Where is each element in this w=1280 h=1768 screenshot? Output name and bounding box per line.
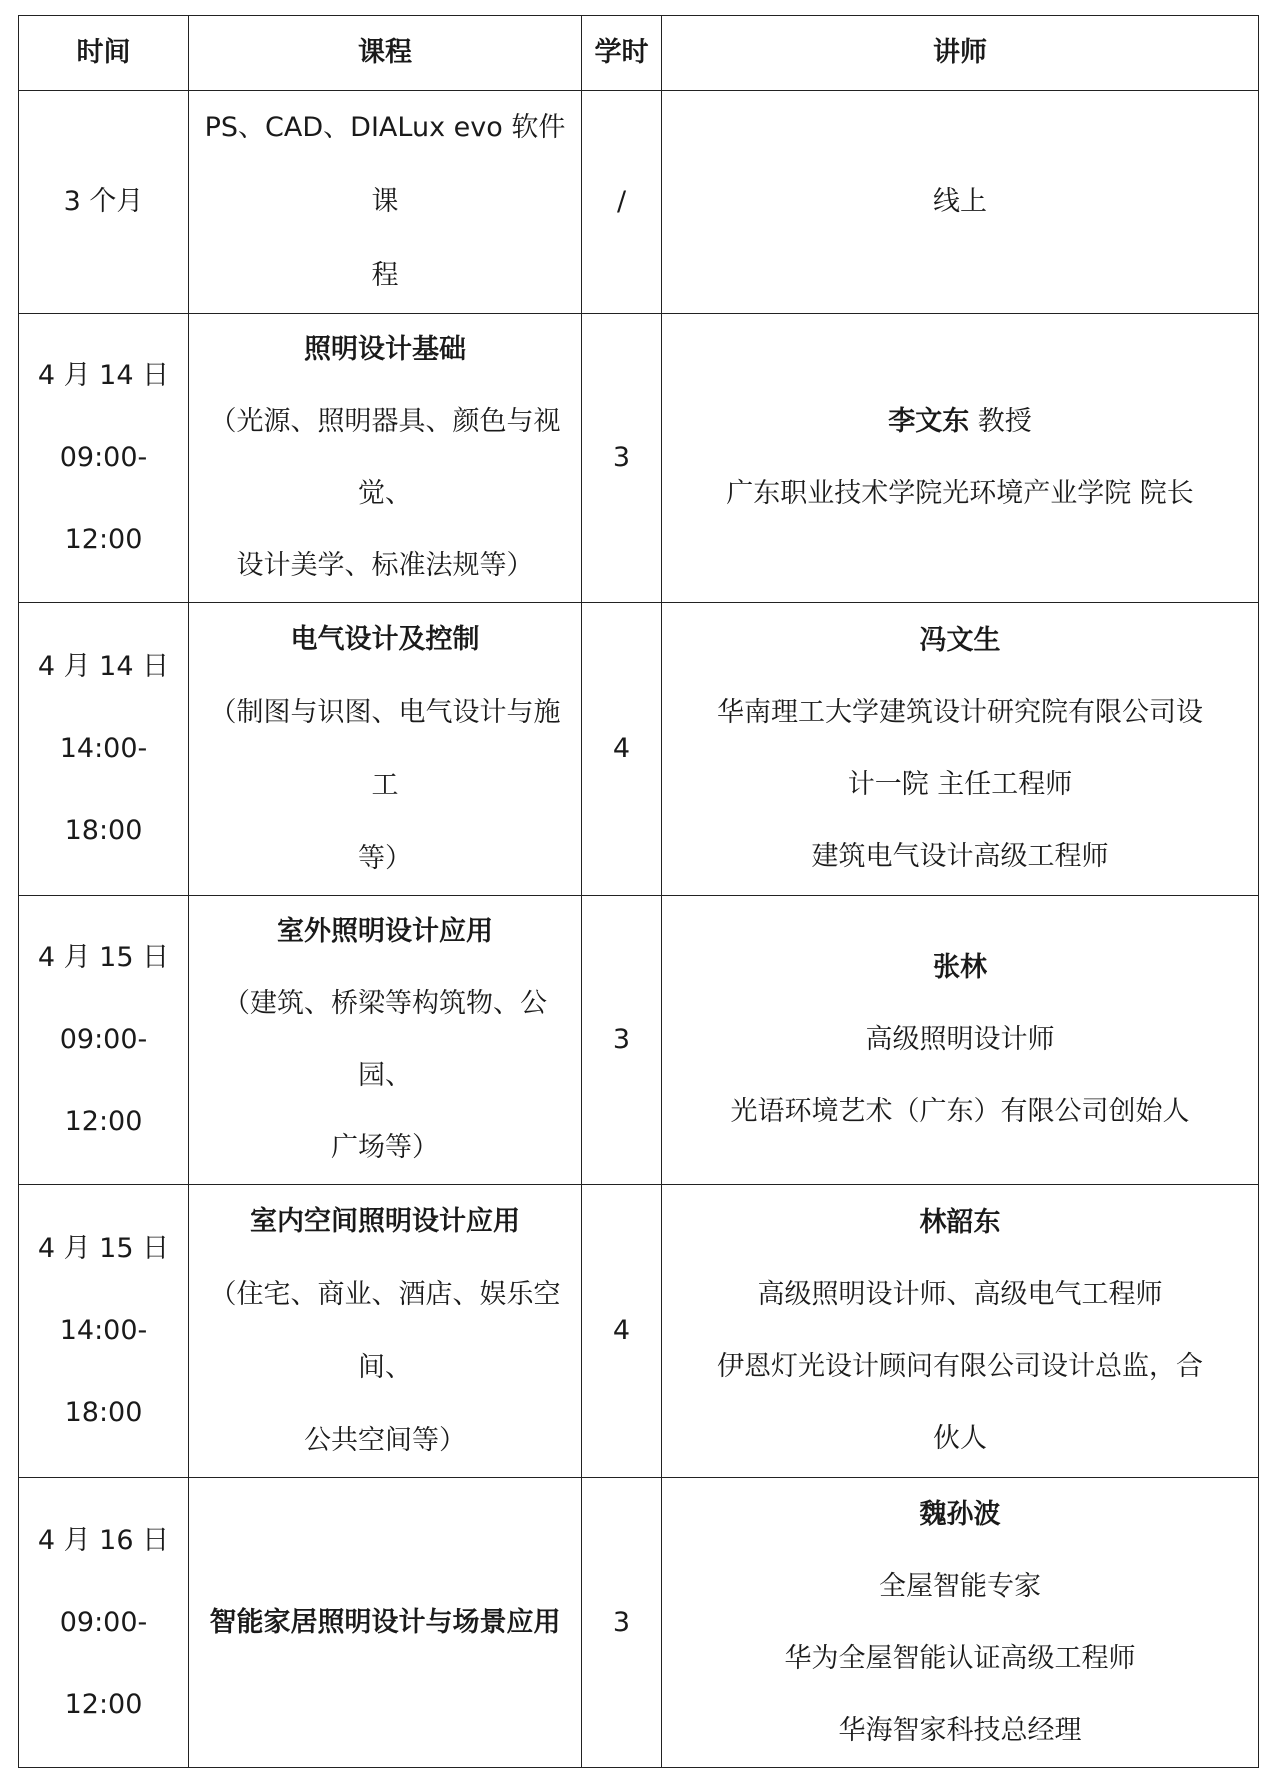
time-date: 4 月 14 日: [37, 651, 170, 682]
course-title: 智能家居照明设计与场景应用: [209, 1606, 561, 1638]
lecturer-line: 建筑电气设计高级工程师: [811, 841, 1109, 872]
time-date: 4 月 15 日: [37, 942, 170, 973]
table-row: [19, 91, 1259, 314]
course-desc-line: （建筑、桥梁等构筑物、公园、: [223, 988, 547, 1091]
time-cell: [19, 1478, 189, 1768]
time-cell: [19, 1185, 189, 1478]
time-cell: [19, 91, 189, 314]
course-desc-line: 广场等）: [331, 1132, 439, 1163]
course-cell: [189, 603, 582, 896]
header-lecturer: 讲师: [662, 16, 1259, 91]
time-cell: [19, 896, 189, 1185]
course-desc-line: （制图与识图、电气设计与施工: [209, 697, 561, 801]
lecturer-line: 高级照明设计师: [865, 1024, 1055, 1055]
course-desc-line: 程: [371, 260, 399, 291]
course-title: 电气设计及控制: [290, 624, 480, 655]
time-range: 09:00-12:00: [59, 442, 148, 555]
lecturer-name: 张林: [933, 952, 987, 983]
lecturer-name: 冯文生: [919, 625, 1001, 656]
course-desc-line: PS、CAD、DIALux evo 软件课: [204, 112, 566, 217]
course-desc-line: （住宅、商业、酒店、娱乐空间、: [209, 1279, 561, 1383]
course-cell: [189, 896, 582, 1185]
course-title: 室外照明设计应用: [277, 916, 493, 947]
header-hours: 学时: [582, 16, 662, 91]
time-range: 14:00-18:00: [59, 733, 148, 846]
header-time: 时间: [19, 16, 189, 91]
lecturer-title: 教授: [969, 406, 1032, 437]
time-date: 3 个月: [63, 186, 144, 217]
table-row: [19, 1185, 1259, 1478]
lecturer-name: 林韶东: [919, 1207, 1001, 1238]
table-row: [19, 603, 1259, 896]
course-title: 室内空间照明设计应用: [250, 1206, 520, 1237]
course-desc-line: 公共空间等）: [304, 1425, 466, 1456]
lecturer-line: 伊恩灯光设计顾问有限公司设计总监，合: [717, 1351, 1203, 1382]
course-cell: [189, 1478, 582, 1768]
hours-cell: 3: [582, 896, 662, 1185]
table-row: [19, 896, 1259, 1185]
time-date: 4 月 15 日: [37, 1233, 170, 1264]
table-header-row: [19, 16, 1259, 91]
course-desc-line: 等）: [358, 843, 412, 874]
table-row: [19, 1478, 1259, 1768]
time-cell: [19, 314, 189, 603]
hours-cell: 3: [582, 314, 662, 603]
course-desc-line: （光源、照明器具、颜色与视觉、: [209, 406, 561, 509]
hours-cell: 4: [582, 1185, 662, 1478]
course-cell: [189, 1185, 582, 1478]
table-row: [19, 314, 1259, 603]
lecturer-name: 李文东: [888, 406, 970, 437]
time-cell: [19, 603, 189, 896]
lecturer-cell: [662, 603, 1259, 896]
lecturer-line: 全屋智能专家: [879, 1570, 1041, 1602]
lecturer-line: 华为全屋智能认证高级工程师: [784, 1642, 1136, 1674]
course-title: 照明设计基础: [304, 334, 466, 365]
lecturer-cell: [662, 1185, 1259, 1478]
lecturer-cell: [662, 1478, 1259, 1768]
course-schedule-table: [18, 15, 1259, 1768]
hours-cell: 3: [582, 1478, 662, 1768]
header-course: 课程: [189, 16, 582, 91]
lecturer-line: 高级照明设计师、高级电气工程师: [757, 1279, 1163, 1310]
lecturer-cell: [662, 91, 1259, 314]
course-desc-line: 设计美学、标准法规等）: [236, 550, 534, 581]
time-range: 14:00-18:00: [59, 1315, 148, 1428]
time-range: 09:00-12:00: [59, 1606, 148, 1720]
course-cell: [189, 314, 582, 603]
course-cell: [189, 91, 582, 314]
time-range: 09:00-12:00: [59, 1024, 148, 1137]
lecturer-name-line: [674, 386, 1246, 458]
time-date: 4 月 14 日: [37, 360, 170, 391]
hours-cell: 4: [582, 603, 662, 896]
lecturer-cell: [662, 314, 1259, 603]
lecturer-name: 魏孙波: [919, 1498, 1001, 1530]
lecturer-line: 广东职业技术学院光环境产业学院 院长: [726, 478, 1194, 509]
lecturer-line: 计一院 主任工程师: [847, 769, 1073, 800]
lecturer-line: 线上: [933, 186, 987, 217]
lecturer-line: 华南理工大学建筑设计研究院有限公司设: [717, 697, 1203, 728]
hours-cell: /: [582, 91, 662, 314]
time-date: 4 月 16 日: [37, 1524, 170, 1556]
lecturer-cell: [662, 896, 1259, 1185]
lecturer-line: 华海智家科技总经理: [838, 1714, 1082, 1746]
lecturer-line: 光语环境艺术（广东）有限公司创始人: [730, 1096, 1190, 1127]
lecturer-line: 伙人: [933, 1423, 987, 1454]
